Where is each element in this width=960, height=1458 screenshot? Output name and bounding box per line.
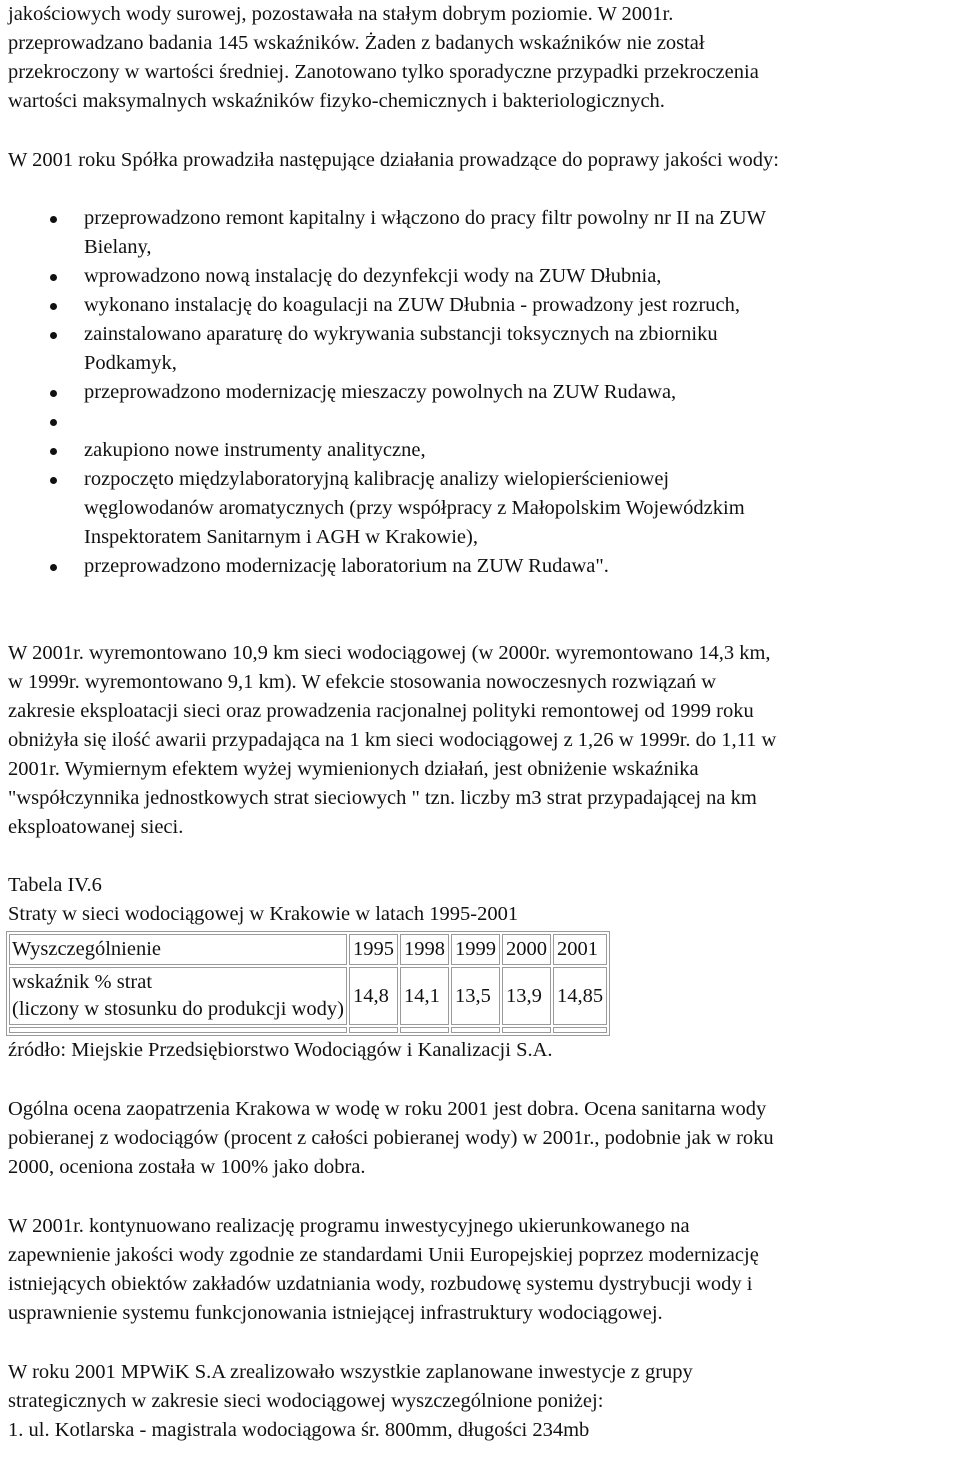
table-header-year: 1998 [400, 934, 449, 965]
list-item [84, 378, 956, 407]
table-empty-row [9, 1027, 607, 1033]
table-cell-value: 14,85 [553, 967, 607, 1025]
bullet-icon [50, 448, 57, 455]
list-item [84, 436, 956, 465]
program-paragraph [8, 1212, 956, 1328]
list-item-empty [84, 407, 956, 436]
list-item-line: rozpoczęto międzylaboratoryjną kalibrację analizy wielopierścieniowej [84, 468, 670, 490]
program-line: W 2001r. kontynuowano realizację programu inwestycyjnego ukierunkowanego na [8, 1215, 690, 1237]
table-cell-value: 13,5 [451, 967, 500, 1025]
network-paragraph [8, 639, 956, 842]
table-empty-cell [502, 1027, 551, 1033]
table-source: źródło: Miejskie Przedsiębiorstwo Wodociągów i Kanalizacji S.A. [8, 1039, 553, 1061]
assessment-line: Ogólna ocena zaopatrzenia Krakowa w wodę w roku 2001 jest dobra. Ocena sanitarna wody [8, 1098, 767, 1120]
list-item-line: węglowodanów aromatycznych (przy współpracy z Małopolskim Wojewódzkim [84, 497, 745, 519]
table-empty-cell [349, 1027, 398, 1033]
bullet-icon [50, 419, 57, 426]
table-row-label-line: wskaźnik % strat [12, 971, 153, 993]
table-row-label-line: (liczony w stosunku do produkcji wody) [12, 998, 344, 1020]
bullet-icon [50, 332, 57, 339]
table-empty-cell [9, 1027, 347, 1033]
intro-line: przekroczony w wartości średniej. Zanotowano tylko sporadyczne przypadki przekroczenia [8, 61, 759, 83]
table-title: Straty w sieci wodociągowej w Krakowie w latach 1995-2001 [8, 903, 519, 925]
bullet-icon [50, 477, 57, 484]
list-item-line: wprowadzono nową instalację do dezynfekcji wody na ZUW Dłubnia, [84, 265, 662, 287]
bullet-icon [50, 274, 57, 281]
network-line: "współczynnika jednostkowych strat sieciowych " tzn. liczby m3 strat przypadającej na km [8, 787, 757, 809]
table-header-year: 1999 [451, 934, 500, 965]
table-empty-cell [451, 1027, 500, 1033]
document-page [8, 0, 956, 1445]
list-item-line: przeprowadzono remont kapitalny i włączono do pracy filtr powolny nr II na ZUW [84, 207, 766, 229]
table-cell-value: 14,1 [400, 967, 449, 1025]
table-number: Tabela IV.6 [8, 874, 102, 896]
list-item [84, 320, 956, 378]
list-item-line: zakupiono nowe instrumenty analityczne, [84, 439, 426, 461]
investments-line: W roku 2001 MPWiK S.A zrealizowało wszystkie zaplanowane inwestycje z grupy [8, 1361, 693, 1383]
table-empty-cell [400, 1027, 449, 1033]
bullet-icon [50, 564, 57, 571]
bullet-icon [50, 390, 57, 397]
losses-table [6, 931, 610, 1036]
table-row [9, 967, 607, 1025]
program-line: istniejących obiektów zakładów uzdatniania wody, rozbudowę systemu dystrybucji wody i [8, 1273, 753, 1295]
network-line: obniżyła się ilość awarii przypadająca na 1 km sieci wodociągowej z 1,26 w 1999r. do 1,11 w [8, 729, 777, 751]
program-line: zapewnienie jakości wody zgodnie ze standardami Unii Europejskiej poprzez modernizację [8, 1244, 759, 1266]
actions-lead-paragraph: W 2001 roku Spółka prowadziła następujące działania prowadzące do poprawy jakości wody: [8, 149, 779, 171]
network-line: zakresie eksploatacji sieci oraz prowadzenia racjonalnej polityki remontowej od 1999 roku [8, 700, 754, 722]
table-header-row [9, 934, 607, 965]
table-empty-cell [553, 1027, 607, 1033]
list-item [84, 291, 956, 320]
investments-paragraph [8, 1358, 956, 1445]
table-caption [8, 871, 956, 929]
assessment-line: pobieranej z wodociągów (procent z całości pobieranej wody) w 2001r., podobnie jak w roku [8, 1127, 774, 1149]
actions-list [8, 204, 956, 581]
intro-line: jakościowych wody surowej, pozostawała na stałym dobrym poziomie. W 2001r. [8, 3, 674, 25]
intro-line: przeprowadzano badania 145 wskaźników. Żaden z badanych wskaźników nie został [8, 32, 705, 54]
table-cell-value: 14,8 [349, 967, 398, 1025]
bullet-icon [50, 216, 57, 223]
list-item-line: Podkamyk, [84, 352, 177, 374]
assessment-paragraph [8, 1095, 956, 1182]
network-line: eksploatowanej sieci. [8, 816, 184, 838]
network-line: 2001r. Wymiernym efektem wyżej wymienionych działań, jest obniżenie wskaźnika [8, 758, 699, 780]
table-row-label [9, 967, 347, 1025]
table-header-label: Wyszczególnienie [9, 934, 347, 965]
list-item-line: wykonano instalację do koagulacji na ZUW Dłubnia - prowadzony jest rozruch, [84, 294, 740, 316]
network-line: W 2001r. wyremontowano 10,9 km sieci wodociągowej (w 2000r. wyremontowano 14,3 km, [8, 642, 771, 664]
intro-line: wartości maksymalnych wskaźników fizyko-chemicznych i bakteriologicznych. [8, 90, 665, 112]
program-line: usprawnienie systemu funkcjonowania istniejącej infrastruktury wodociągowej. [8, 1302, 663, 1324]
list-item-line: zainstalowano aparaturę do wykrywania substancji toksycznych na zbiorniku [84, 323, 718, 345]
assessment-line: 2000, oceniona została w 100% jako dobra. [8, 1156, 366, 1178]
list-item [84, 552, 956, 581]
table-header-year: 2001 [553, 934, 607, 965]
investments-line: 1. ul. Kotlarska - magistrala wodociągowa śr. 800mm, długości 234mb [8, 1419, 590, 1441]
list-item [84, 204, 956, 262]
list-item [84, 262, 956, 291]
list-item-line: przeprowadzono modernizację laboratorium na ZUW Rudawa". [84, 555, 609, 577]
investments-line: strategicznych w zakresie sieci wodociągowej wyszczególnione poniżej: [8, 1390, 604, 1412]
network-line: w 1999r. wyremontowano 9,1 km). W efekcie stosowania nowoczesnych rozwiązań w [8, 671, 717, 693]
list-item [84, 465, 956, 552]
list-item-line: przeprowadzono modernizację mieszaczy powolnych na ZUW Rudawa, [84, 381, 677, 403]
bullet-icon [50, 303, 57, 310]
list-item-line: Bielany, [84, 236, 152, 258]
table-header-year: 2000 [502, 934, 551, 965]
intro-paragraph [8, 0, 956, 116]
list-item-line: Inspektoratem Sanitarnym i AGH w Krakowie), [84, 526, 478, 548]
table-cell-value: 13,9 [502, 967, 551, 1025]
table-header-year: 1995 [349, 934, 398, 965]
